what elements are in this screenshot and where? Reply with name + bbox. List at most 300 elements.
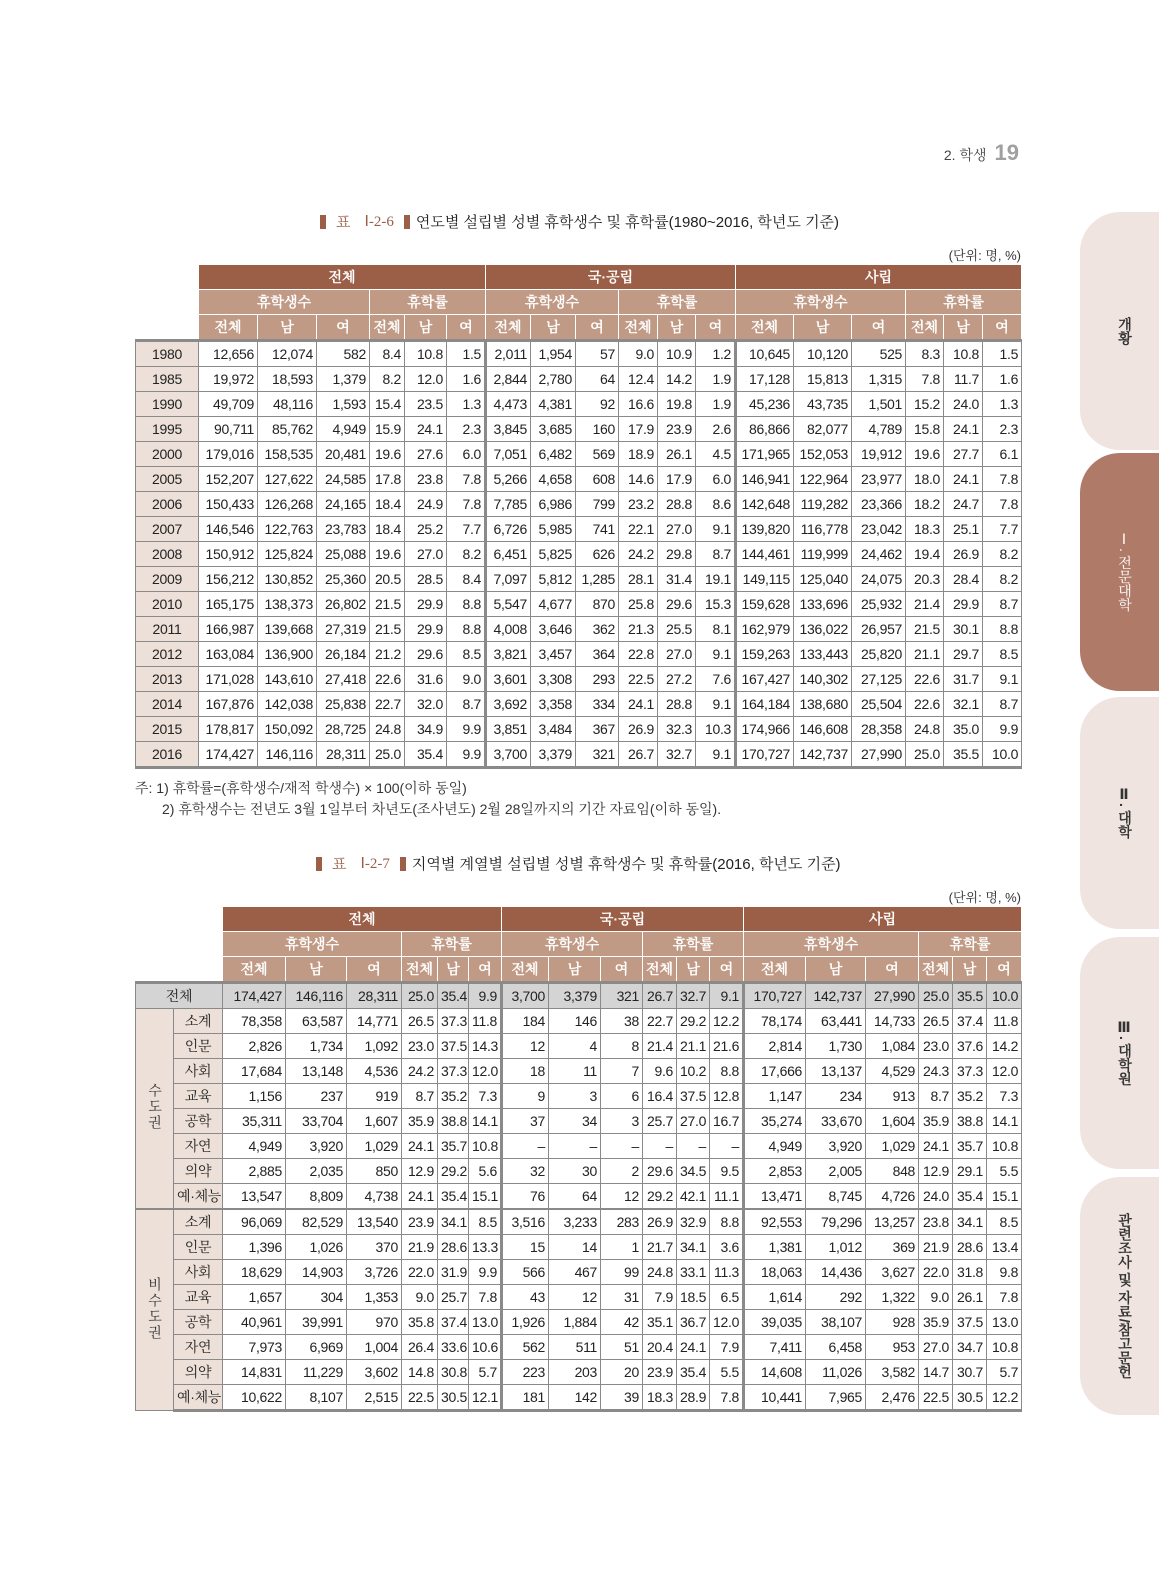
table1-unit: (단위: 명, %) bbox=[948, 248, 1021, 263]
table-cell: 27.6 bbox=[405, 442, 447, 467]
table1-number: Ⅰ-2-6 bbox=[364, 214, 394, 230]
row-label-field: 자연 bbox=[174, 1335, 223, 1360]
table-cell: 35.8 bbox=[402, 1310, 438, 1335]
table-row bbox=[136, 617, 1022, 642]
table-cell: 24.3 bbox=[919, 1059, 953, 1084]
table-cell: 12.1 bbox=[469, 1385, 502, 1411]
row-label-year: 2007 bbox=[136, 517, 199, 542]
row-label-year: 2011 bbox=[136, 617, 199, 642]
table-cell: 22.6 bbox=[906, 692, 944, 717]
table-cell: 29.6 bbox=[658, 592, 696, 617]
table-cell: 34.1 bbox=[953, 1209, 987, 1235]
table-cell: 4,529 bbox=[866, 1059, 919, 1084]
table-cell: 14,903 bbox=[286, 1260, 347, 1285]
table-cell: 39 bbox=[601, 1385, 643, 1411]
table-cell: 1,604 bbox=[866, 1109, 919, 1134]
table-cell: 116,778 bbox=[794, 517, 852, 542]
table-cell: 96,069 bbox=[223, 1209, 286, 1235]
column-header: 남 bbox=[677, 957, 710, 983]
table-cell: 146,941 bbox=[736, 467, 794, 492]
header-corner bbox=[136, 907, 223, 983]
table-cell: 6,986 bbox=[531, 492, 576, 517]
table-cell: 82,529 bbox=[286, 1209, 347, 1235]
column-header: 여 bbox=[317, 315, 370, 341]
table-cell: 14.3 bbox=[469, 1034, 502, 1059]
table-cell: 1,285 bbox=[576, 567, 619, 592]
table-cell: 142,737 bbox=[806, 983, 866, 1009]
table-cell: 3,851 bbox=[486, 717, 531, 742]
table-cell: 10.8 bbox=[987, 1335, 1022, 1360]
table-cell: 4,473 bbox=[486, 392, 531, 417]
table-cell: 31.6 bbox=[405, 667, 447, 692]
table-cell: 171,028 bbox=[199, 667, 258, 692]
table-cell: 1,092 bbox=[347, 1034, 402, 1059]
table-cell: 29.2 bbox=[677, 1009, 710, 1034]
table-row bbox=[136, 667, 1022, 692]
table-cell: 152,207 bbox=[199, 467, 258, 492]
table-cell: 11,229 bbox=[286, 1360, 347, 1385]
side-tab[interactable] bbox=[1080, 1177, 1159, 1415]
table-cell: 1,884 bbox=[549, 1310, 601, 1335]
table-cell: 26.9 bbox=[619, 717, 658, 742]
table-cell: 8.8 bbox=[710, 1059, 744, 1084]
table-row bbox=[136, 467, 1022, 492]
table-cell: 163,084 bbox=[199, 642, 258, 667]
table-cell: 953 bbox=[866, 1335, 919, 1360]
table-cell: 8.2 bbox=[447, 542, 486, 567]
table2-prefix: 표 bbox=[332, 857, 347, 873]
table-cell: 22.8 bbox=[619, 642, 658, 667]
row-label-field: 공학 bbox=[174, 1109, 223, 1134]
table-cell: 7,051 bbox=[486, 442, 531, 467]
table-cell: 7,411 bbox=[744, 1335, 806, 1360]
row-label-region: 비수도권 bbox=[147, 1276, 163, 1341]
table-cell: 35.4 bbox=[405, 742, 447, 768]
table-cell: 28.6 bbox=[438, 1235, 469, 1260]
side-tab[interactable] bbox=[1080, 453, 1159, 691]
table-cell: 24,165 bbox=[317, 492, 370, 517]
table-cell: 1,396 bbox=[223, 1235, 286, 1260]
column-header: 여 bbox=[983, 315, 1022, 341]
caption-marker-icon bbox=[316, 857, 322, 871]
table-cell: 37.4 bbox=[438, 1310, 469, 1335]
table-row bbox=[136, 542, 1022, 567]
header-row-groups bbox=[136, 907, 1022, 932]
table-cell: 20.3 bbox=[906, 567, 944, 592]
table-cell: 24.2 bbox=[619, 542, 658, 567]
table-cell: 25,838 bbox=[317, 692, 370, 717]
table-cell: 3,233 bbox=[549, 1209, 601, 1235]
row-label-field: 인문 bbox=[174, 1034, 223, 1059]
table-cell: 28,311 bbox=[317, 742, 370, 768]
table-cell: 3,700 bbox=[502, 983, 549, 1009]
table-cell: 4,381 bbox=[531, 392, 576, 417]
table-cell: 22.6 bbox=[906, 667, 944, 692]
table-cell: 2 bbox=[601, 1159, 643, 1184]
table-row bbox=[136, 1009, 1022, 1034]
table-cell: 25,088 bbox=[317, 542, 370, 567]
table-cell: 7 bbox=[601, 1059, 643, 1084]
table-cell: 1 bbox=[601, 1235, 643, 1260]
table-cell: 6.5 bbox=[710, 1285, 744, 1310]
table-cell: 4,949 bbox=[223, 1134, 286, 1159]
table-cell: 9.1 bbox=[696, 692, 736, 717]
table-cell: 26.1 bbox=[658, 442, 696, 467]
table-cell: 8.4 bbox=[370, 341, 405, 367]
table1-prefix: 표 bbox=[336, 215, 351, 231]
table-cell: 1.2 bbox=[696, 341, 736, 367]
table-cell: 28.1 bbox=[619, 567, 658, 592]
group-header: 사립 bbox=[744, 907, 1022, 932]
table-cell: 6.1 bbox=[983, 442, 1022, 467]
subgroup-header: 휴학률 bbox=[919, 932, 1022, 957]
table-row bbox=[136, 642, 1022, 667]
table-cell: 119,999 bbox=[794, 542, 852, 567]
table-cell: 32.9 bbox=[677, 1209, 710, 1235]
table-cell: 24,075 bbox=[852, 567, 906, 592]
table-cell: 146,116 bbox=[286, 983, 347, 1009]
table-row bbox=[136, 1385, 1022, 1411]
table-cell: 12.8 bbox=[710, 1084, 744, 1109]
side-tab-label: Ⅱ. 대학 bbox=[1117, 787, 1133, 839]
column-header: 남 bbox=[286, 957, 347, 983]
table-cell: 25.1 bbox=[944, 517, 983, 542]
table-cell: 27.0 bbox=[658, 642, 696, 667]
table-cell: 35.4 bbox=[438, 983, 469, 1009]
table-cell: 26.7 bbox=[643, 983, 677, 1009]
table-cell: 38 bbox=[601, 1009, 643, 1034]
table-cell: 626 bbox=[576, 542, 619, 567]
table-row bbox=[136, 1335, 1022, 1360]
table-cell: 8 bbox=[601, 1034, 643, 1059]
table-cell: 119,282 bbox=[794, 492, 852, 517]
table-cell: 130,852 bbox=[258, 567, 317, 592]
column-header: 여 bbox=[347, 957, 402, 983]
table-cell: 19.6 bbox=[906, 442, 944, 467]
table-cell: 1,315 bbox=[852, 367, 906, 392]
table-cell: 29.2 bbox=[643, 1184, 677, 1210]
table-cell: 1,379 bbox=[317, 367, 370, 392]
table-cell: 5,812 bbox=[531, 567, 576, 592]
table-cell: 37.3 bbox=[438, 1059, 469, 1084]
table-cell: 26,184 bbox=[317, 642, 370, 667]
table-cell: 741 bbox=[576, 517, 619, 542]
table-cell: 78,358 bbox=[223, 1009, 286, 1034]
row-label-year: 1980 bbox=[136, 341, 199, 367]
column-header: 전체 bbox=[502, 957, 549, 983]
table-cell: 6,969 bbox=[286, 1335, 347, 1360]
table-cell: 1.5 bbox=[447, 341, 486, 367]
group-header: 사립 bbox=[736, 265, 1022, 290]
row-label-field: 의약 bbox=[174, 1360, 223, 1385]
table-cell: 14,733 bbox=[866, 1009, 919, 1034]
table-cell: 569 bbox=[576, 442, 619, 467]
table-cell: 64 bbox=[576, 367, 619, 392]
table-cell: 17,128 bbox=[736, 367, 794, 392]
table-cell: 13,547 bbox=[223, 1184, 286, 1210]
table-cell: 125,040 bbox=[794, 567, 852, 592]
header-row-columns bbox=[136, 315, 1022, 341]
table-cell: 3,457 bbox=[531, 642, 576, 667]
table-cell: 8.8 bbox=[983, 617, 1022, 642]
table-cell: 13,148 bbox=[286, 1059, 347, 1084]
table-cell: 2,515 bbox=[347, 1385, 402, 1411]
table-cell: 4 bbox=[549, 1034, 601, 1059]
table-cell: 35.7 bbox=[438, 1134, 469, 1159]
row-label-year: 1995 bbox=[136, 417, 199, 442]
table-cell: 14.2 bbox=[658, 367, 696, 392]
table-cell: 9.9 bbox=[983, 717, 1022, 742]
table-cell: 142,737 bbox=[794, 742, 852, 768]
table-cell: – bbox=[710, 1134, 744, 1159]
table-cell: 34.7 bbox=[953, 1335, 987, 1360]
table-cell: 21.7 bbox=[643, 1235, 677, 1260]
table-cell: 3,627 bbox=[866, 1260, 919, 1285]
table-cell: 1,353 bbox=[347, 1285, 402, 1310]
table-cell: 21.5 bbox=[370, 592, 405, 617]
table-cell: 174,427 bbox=[199, 742, 258, 768]
table-cell: 20.4 bbox=[643, 1335, 677, 1360]
section-title: 2. 학생 bbox=[943, 147, 987, 163]
table-cell: 14 bbox=[549, 1235, 601, 1260]
table-cell: 34.5 bbox=[677, 1159, 710, 1184]
table-cell: 304 bbox=[286, 1285, 347, 1310]
table-cell: 9.0 bbox=[447, 667, 486, 692]
table-cell: 14,831 bbox=[223, 1360, 286, 1385]
table-cell: 144,461 bbox=[736, 542, 794, 567]
table-cell: 24.0 bbox=[944, 392, 983, 417]
table-cell: 26.9 bbox=[944, 542, 983, 567]
column-header: 남 bbox=[549, 957, 601, 983]
table-cell: 850 bbox=[347, 1159, 402, 1184]
table-cell: 29.9 bbox=[405, 617, 447, 642]
table-cell: 6.0 bbox=[447, 442, 486, 467]
table-cell: 1,954 bbox=[531, 341, 576, 367]
table-cell: 3,601 bbox=[486, 667, 531, 692]
header-row-subgroups bbox=[136, 932, 1022, 957]
table-cell: 5.7 bbox=[469, 1360, 502, 1385]
table-cell: 27.7 bbox=[944, 442, 983, 467]
side-tab[interactable] bbox=[1080, 212, 1159, 450]
table-cell: 1.9 bbox=[696, 392, 736, 417]
table-cell: 8.5 bbox=[469, 1209, 502, 1235]
header-corner bbox=[136, 265, 199, 341]
table-cell: 5,985 bbox=[531, 517, 576, 542]
table-cell: 92 bbox=[576, 392, 619, 417]
table-cell: 178,817 bbox=[199, 717, 258, 742]
table-cell: 1,026 bbox=[286, 1235, 347, 1260]
side-tab[interactable] bbox=[1080, 937, 1159, 1169]
table-cell: 21.1 bbox=[677, 1034, 710, 1059]
table-cell: 37.5 bbox=[438, 1034, 469, 1059]
table-cell: 4,536 bbox=[347, 1059, 402, 1084]
table-cell: 35.2 bbox=[953, 1084, 987, 1109]
table-cell: 170,727 bbox=[744, 983, 806, 1009]
table-cell: 1,004 bbox=[347, 1335, 402, 1360]
table-cell: 4,658 bbox=[531, 467, 576, 492]
table-cell: 24.9 bbox=[405, 492, 447, 517]
table-cell: 23.8 bbox=[405, 467, 447, 492]
table-cell: 5.5 bbox=[710, 1360, 744, 1385]
column-header: 전체 bbox=[744, 957, 806, 983]
table-cell: 63,441 bbox=[806, 1009, 866, 1034]
table-cell: 92,553 bbox=[744, 1209, 806, 1235]
table-cell: 27,125 bbox=[852, 667, 906, 692]
row-label-year: 2009 bbox=[136, 567, 199, 592]
table-cell: 3,700 bbox=[486, 742, 531, 768]
table-cell: 18 bbox=[502, 1059, 549, 1084]
table-row bbox=[136, 517, 1022, 542]
table-cell: 6.0 bbox=[696, 467, 736, 492]
table-cell: 24.1 bbox=[919, 1134, 953, 1159]
table-cell: 15.4 bbox=[370, 392, 405, 417]
table-cell: 127,622 bbox=[258, 467, 317, 492]
table-cell: 36.7 bbox=[677, 1310, 710, 1335]
subgroup-header: 휴학생수 bbox=[223, 932, 402, 957]
table-cell: 43 bbox=[502, 1285, 549, 1310]
caption-marker-icon bbox=[404, 215, 410, 229]
table-cell: 12.0 bbox=[987, 1059, 1022, 1084]
table-cell: 11.8 bbox=[469, 1009, 502, 1034]
table-cell: 9.0 bbox=[402, 1285, 438, 1310]
table-cell: 4,949 bbox=[744, 1134, 806, 1159]
table-cell: 19.6 bbox=[370, 442, 405, 467]
table-cell: 3,920 bbox=[806, 1134, 866, 1159]
table-cell: 5.6 bbox=[469, 1159, 502, 1184]
table-cell: 4,008 bbox=[486, 617, 531, 642]
table-cell: 13,137 bbox=[806, 1059, 866, 1084]
table-cell: 51 bbox=[601, 1335, 643, 1360]
table-cell: 9.8 bbox=[987, 1260, 1022, 1285]
table-cell: 14.2 bbox=[987, 1034, 1022, 1059]
table-cell: 9.1 bbox=[696, 642, 736, 667]
table-cell: 174,427 bbox=[223, 983, 286, 1009]
table-row bbox=[136, 492, 1022, 517]
table-cell: 31.7 bbox=[944, 667, 983, 692]
table-cell: 13.0 bbox=[987, 1310, 1022, 1335]
table-cell: 1,322 bbox=[866, 1285, 919, 1310]
table-cell: 23,366 bbox=[852, 492, 906, 517]
table-cell: 23,042 bbox=[852, 517, 906, 542]
row-label-field: 소계 bbox=[174, 1009, 223, 1034]
table-cell: 27,418 bbox=[317, 667, 370, 692]
column-header: 남 bbox=[658, 315, 696, 341]
table2-title: 지역별 계열별 설립별 성별 휴학생수 및 휴학률(2016, 학년도 기준) bbox=[411, 856, 841, 873]
table-cell: 24.1 bbox=[405, 417, 447, 442]
table-cell: 24.2 bbox=[402, 1059, 438, 1084]
table-cell: 142,038 bbox=[258, 692, 317, 717]
table-cell: 136,900 bbox=[258, 642, 317, 667]
table-cell: 3 bbox=[601, 1109, 643, 1134]
table-cell: 38.8 bbox=[953, 1109, 987, 1134]
table-cell: 23,783 bbox=[317, 517, 370, 542]
table-cell: 18.4 bbox=[370, 517, 405, 542]
table-cell: 15.8 bbox=[906, 417, 944, 442]
table-cell: 12.4 bbox=[619, 367, 658, 392]
column-header: 남 bbox=[806, 957, 866, 983]
table-cell: 167,427 bbox=[736, 667, 794, 692]
table-cell: 35.5 bbox=[944, 742, 983, 768]
table-cell: 2.3 bbox=[447, 417, 486, 442]
table-cell: 33.1 bbox=[677, 1260, 710, 1285]
table-cell: 45,236 bbox=[736, 392, 794, 417]
table-cell: 18.3 bbox=[906, 517, 944, 542]
table-cell: 5,547 bbox=[486, 592, 531, 617]
table-cell: 7.3 bbox=[469, 1084, 502, 1109]
table-cell: 5.7 bbox=[987, 1360, 1022, 1385]
side-tab-label: Ⅰ. 전문대학 bbox=[1117, 532, 1133, 612]
table-cell: 9 bbox=[502, 1084, 549, 1109]
table-row bbox=[136, 1159, 1022, 1184]
table-cell: 139,820 bbox=[736, 517, 794, 542]
side-tab-label: Ⅲ. 대학원 bbox=[1117, 1020, 1133, 1086]
table-cell: 33.6 bbox=[438, 1335, 469, 1360]
table-cell: 3,726 bbox=[347, 1260, 402, 1285]
table-cell: 30 bbox=[549, 1159, 601, 1184]
table-cell: 15 bbox=[502, 1235, 549, 1260]
table-cell: 3,646 bbox=[531, 617, 576, 642]
table-cell: 25.5 bbox=[658, 617, 696, 642]
table-cell: 7.8 bbox=[906, 367, 944, 392]
table-cell: 7.8 bbox=[983, 467, 1022, 492]
table-cell: 9.9 bbox=[447, 717, 486, 742]
table-cell: 10.9 bbox=[658, 341, 696, 367]
table-cell: 14.1 bbox=[469, 1109, 502, 1134]
table-row bbox=[136, 1134, 1022, 1159]
table-cell: 1.9 bbox=[696, 367, 736, 392]
table-cell: 848 bbox=[866, 1159, 919, 1184]
column-header: 여 bbox=[710, 957, 744, 983]
column-header: 전체 bbox=[736, 315, 794, 341]
table-cell: 8.1 bbox=[696, 617, 736, 642]
side-tab[interactable] bbox=[1080, 697, 1159, 929]
row-label-year: 1985 bbox=[136, 367, 199, 392]
table-cell: 35.9 bbox=[919, 1109, 953, 1134]
table-cell: 3,692 bbox=[486, 692, 531, 717]
table-cell: 39,035 bbox=[744, 1310, 806, 1335]
table-cell: 29.1 bbox=[953, 1159, 987, 1184]
table-cell: 1,614 bbox=[744, 1285, 806, 1310]
table-cell: 28,358 bbox=[852, 717, 906, 742]
table-cell: 49,709 bbox=[199, 392, 258, 417]
table-cell: 12 bbox=[502, 1034, 549, 1059]
table-cell: 8.7 bbox=[983, 692, 1022, 717]
table-row bbox=[136, 692, 1022, 717]
table-cell: 10,645 bbox=[736, 341, 794, 367]
table-cell: 2,035 bbox=[286, 1159, 347, 1184]
table-cell: 5,266 bbox=[486, 467, 531, 492]
table-row bbox=[136, 1034, 1022, 1059]
page-number: 19 bbox=[994, 140, 1019, 165]
table-cell: 15.9 bbox=[370, 417, 405, 442]
table-cell: 34.1 bbox=[677, 1235, 710, 1260]
table-cell: 143,610 bbox=[258, 667, 317, 692]
table-cell: 33,704 bbox=[286, 1109, 347, 1134]
table-cell: 39,991 bbox=[286, 1310, 347, 1335]
table-cell: 321 bbox=[576, 742, 619, 768]
header-row-subgroups bbox=[136, 290, 1022, 315]
table-cell: 23.5 bbox=[405, 392, 447, 417]
table-cell: 26.1 bbox=[953, 1285, 987, 1310]
table-cell: 10.8 bbox=[469, 1134, 502, 1159]
table-cell: 136,022 bbox=[794, 617, 852, 642]
table-cell: 14.6 bbox=[619, 467, 658, 492]
table-cell: 21.9 bbox=[919, 1235, 953, 1260]
table-cell: 150,912 bbox=[199, 542, 258, 567]
table-cell: 10.6 bbox=[469, 1335, 502, 1360]
table-cell: 5.5 bbox=[987, 1159, 1022, 1184]
column-header: 전체 bbox=[486, 315, 531, 341]
